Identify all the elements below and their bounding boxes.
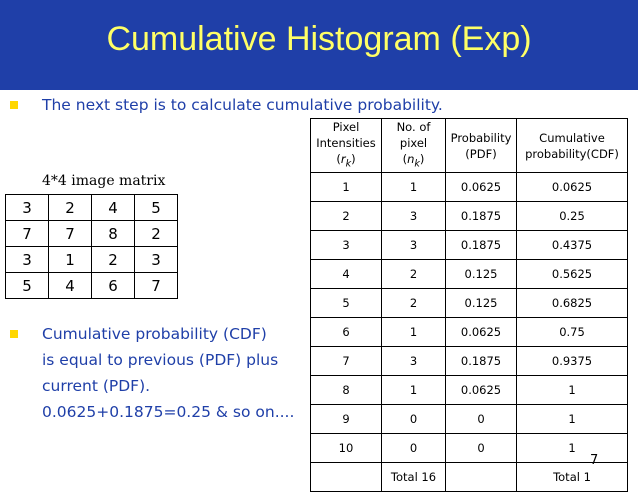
header-symbol: r bbox=[340, 152, 346, 166]
header-line: Cumulative bbox=[539, 130, 605, 145]
table-cell: 1 bbox=[382, 318, 446, 347]
table-cell: 1 bbox=[517, 405, 628, 434]
cumulative-table bbox=[310, 118, 628, 492]
header-line: Probability bbox=[450, 130, 512, 145]
matrix-label: 4*4 image matrix bbox=[42, 173, 166, 189]
table-row bbox=[311, 289, 628, 318]
header-line: pixel bbox=[399, 136, 428, 150]
table-cell: Total 16 bbox=[382, 463, 446, 492]
header-line: (PDF) bbox=[465, 146, 497, 161]
header-line: probability(CDF) bbox=[525, 146, 619, 161]
slide-title: Cumulative Histogram (Exp) bbox=[106, 20, 532, 58]
header-symbol: n bbox=[407, 152, 415, 166]
table-cell: 0.125 bbox=[446, 289, 517, 318]
table-cell: 3 bbox=[382, 202, 446, 231]
table-cell: 0 bbox=[446, 405, 517, 434]
table-row bbox=[311, 231, 628, 260]
header-subscript: k bbox=[345, 158, 352, 170]
column-header-num-pixels: No. of pixel $(n_k)$ bbox=[382, 119, 446, 173]
table-row bbox=[311, 434, 628, 463]
table-cell: Total 1 bbox=[517, 463, 628, 492]
header-subscript: k bbox=[414, 158, 420, 170]
table-cell: 1 bbox=[517, 376, 628, 405]
table-cell: 3 bbox=[382, 347, 446, 376]
table-row bbox=[311, 405, 628, 434]
matrix-cell: 8 bbox=[92, 221, 135, 247]
bullet-text-cdf-line: is equal to previous (PDF) plus bbox=[42, 351, 279, 369]
matrix-cell: 3 bbox=[6, 195, 49, 221]
column-header-probability bbox=[446, 119, 517, 173]
table-row bbox=[311, 260, 628, 289]
table-cell: 1 bbox=[382, 173, 446, 202]
table-row bbox=[311, 463, 628, 492]
matrix-cell: 2 bbox=[92, 247, 135, 273]
table-cell: 2 bbox=[311, 202, 382, 231]
bullet-text-cdf-line: current (PDF). bbox=[42, 377, 151, 395]
table-cell: 7 bbox=[311, 347, 382, 376]
matrix-row bbox=[6, 273, 178, 299]
matrix-cell: 7 bbox=[6, 221, 49, 247]
table-cell: 0.5625 bbox=[517, 260, 628, 289]
table-row bbox=[311, 202, 628, 231]
header-line: Pixel bbox=[332, 120, 360, 134]
matrix-cell: 3 bbox=[6, 247, 49, 273]
table-cell bbox=[446, 463, 517, 492]
bullet-text-next-step: The next step is to calculate cumulative probability. bbox=[42, 96, 443, 114]
table-cell: 0.4375 bbox=[517, 231, 628, 260]
matrix-cell: 4 bbox=[49, 273, 92, 299]
table-cell: 0.0625 bbox=[446, 376, 517, 405]
table-cell: 3 bbox=[382, 231, 446, 260]
column-header-cumulative bbox=[517, 119, 628, 173]
header-line: Intensities bbox=[316, 136, 376, 150]
table-row bbox=[311, 376, 628, 405]
table-cell: 0.6825 bbox=[517, 289, 628, 318]
table-cell: 0.9375 bbox=[517, 347, 628, 376]
header-line: No. of bbox=[396, 120, 431, 134]
table-cell: 1 bbox=[382, 376, 446, 405]
table-cell: 0.25 bbox=[517, 202, 628, 231]
table-cell: 9 bbox=[311, 405, 382, 434]
matrix-cell: 5 bbox=[6, 273, 49, 299]
table-cell: 1 bbox=[311, 173, 382, 202]
table-cell: 4 bbox=[311, 260, 382, 289]
page-number: 7 bbox=[590, 453, 599, 468]
matrix-cell: 4 bbox=[92, 195, 135, 221]
image-matrix bbox=[5, 194, 178, 299]
table-row bbox=[311, 347, 628, 376]
bullet-text-cdf-line: Cumulative probability (CDF) bbox=[42, 325, 267, 343]
table-cell: 1 bbox=[517, 434, 628, 463]
table-cell: 0 bbox=[382, 405, 446, 434]
table-cell: 0.125 bbox=[446, 260, 517, 289]
matrix-cell: 2 bbox=[49, 195, 92, 221]
table-cell: 2 bbox=[382, 260, 446, 289]
table-cell: 0.0625 bbox=[446, 173, 517, 202]
table-cell: 0 bbox=[382, 434, 446, 463]
table-cell bbox=[311, 463, 382, 492]
bullet-marker bbox=[10, 330, 18, 338]
column-header-pixel-intensities: Pixel Intensities $(r_k)$ bbox=[311, 119, 382, 173]
matrix-row bbox=[6, 195, 178, 221]
table-row bbox=[311, 173, 628, 202]
matrix-row bbox=[6, 247, 178, 273]
table-cell: 0.1875 bbox=[446, 347, 517, 376]
table-cell: 0.1875 bbox=[446, 202, 517, 231]
table-cell: 6 bbox=[311, 318, 382, 347]
table-cell: 0.75 bbox=[517, 318, 628, 347]
matrix-cell: 2 bbox=[135, 221, 178, 247]
matrix-cell: 1 bbox=[49, 247, 92, 273]
bullet-text-cdf-line: 0.0625+0.1875=0.25 & so on.... bbox=[42, 403, 295, 421]
matrix-cell: 7 bbox=[135, 273, 178, 299]
table-row bbox=[311, 318, 628, 347]
table-cell: 0.0625 bbox=[517, 173, 628, 202]
matrix-cell: 7 bbox=[49, 221, 92, 247]
table-cell: 0 bbox=[446, 434, 517, 463]
table-cell: 5 bbox=[311, 289, 382, 318]
table-cell: 3 bbox=[311, 231, 382, 260]
table-cell: 0.1875 bbox=[446, 231, 517, 260]
table-cell: 2 bbox=[382, 289, 446, 318]
matrix-cell: 5 bbox=[135, 195, 178, 221]
table-cell: 0.0625 bbox=[446, 318, 517, 347]
matrix-cell: 3 bbox=[135, 247, 178, 273]
matrix-row bbox=[6, 221, 178, 247]
table-cell: 8 bbox=[311, 376, 382, 405]
matrix-cell: 6 bbox=[92, 273, 135, 299]
table-cell: 10 bbox=[311, 434, 382, 463]
bullet-marker bbox=[10, 101, 18, 109]
